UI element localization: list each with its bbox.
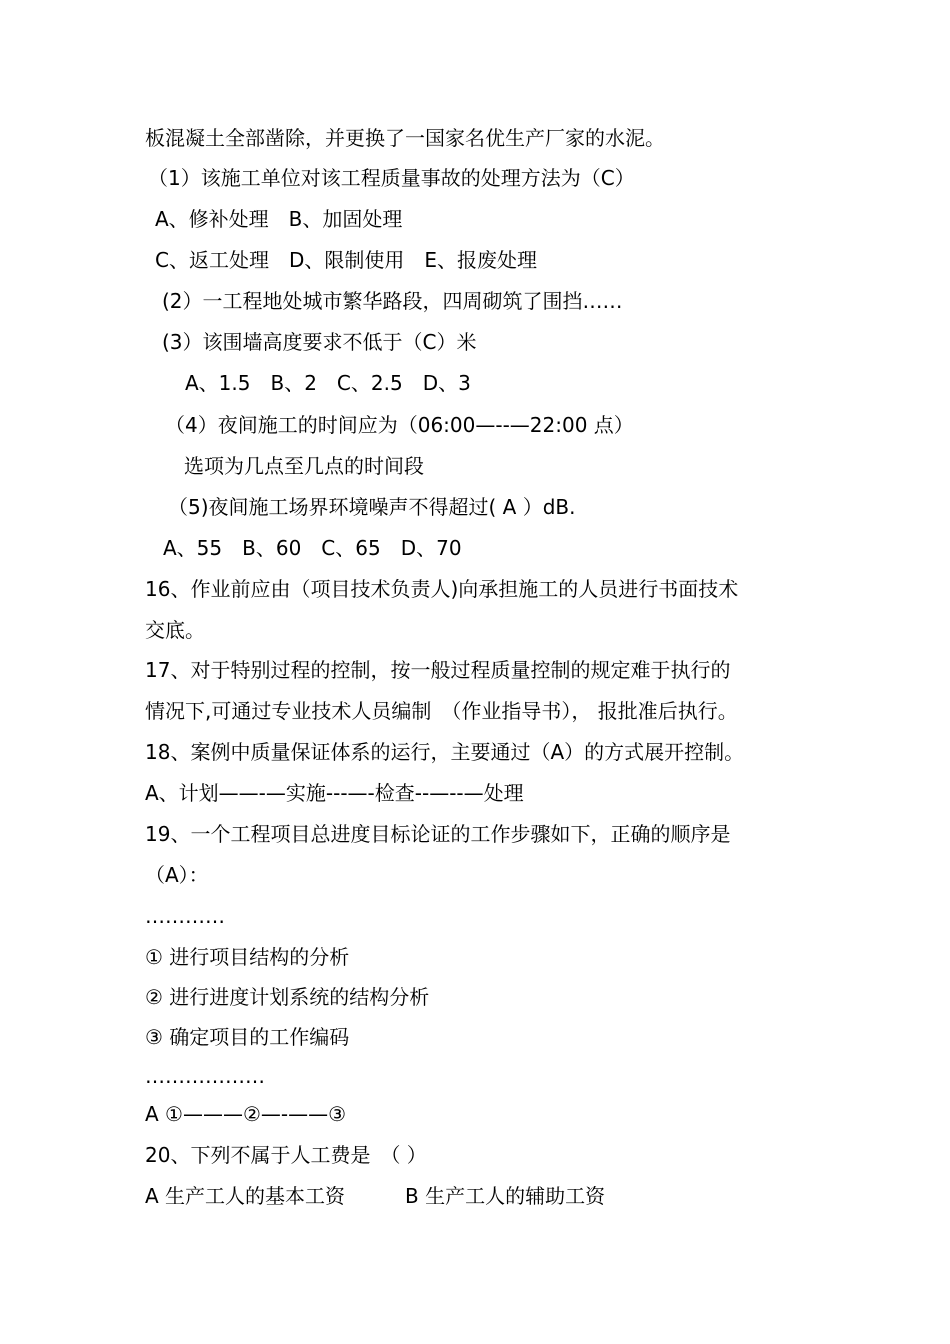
- text-line-1: 板混凝土全部凿除，并更换了一国家名优生产厂家的水泥。: [145, 126, 665, 150]
- text-line-9: 选项为几点至几点的时间段: [184, 454, 424, 478]
- text-line-8: （4）夜间施工的时间应为（06:00—--—22:00 点）: [165, 413, 634, 437]
- text-line-26: 20、下列不属于人工费是 （ ）: [145, 1143, 427, 1167]
- text-line-21: ① 进行项目结构的分析: [145, 945, 350, 969]
- text-line-14: 17、对于特别过程的控制，按一般过程质量控制的规定难于执行的: [145, 658, 731, 682]
- text-line-12: 16、作业前应由（项目技术负责人)向承担施工的人员进行书面技术: [145, 577, 739, 601]
- text-line-5: (2）一工程地处城市繁华路段，四周砌筑了围挡……: [162, 289, 623, 313]
- text-line-16: 18、案例中质量保证体系的运行，主要通过（A）的方式展开控制。: [145, 740, 745, 764]
- text-line-2: （1）该施工单位对该工程质量事故的处理方法为（C）: [148, 166, 635, 190]
- text-line-13: 交底。: [145, 618, 205, 642]
- text-line-15: 情况下,可通过专业技术人员编制 （作业指导书）， 报批准后执行。: [145, 699, 738, 723]
- text-line-7: A、1.5 B、2 C、2.5 D、3: [185, 371, 471, 395]
- text-line-27: A 生产工人的基本工资 B 生产工人的辅助工资: [145, 1184, 606, 1208]
- text-line-23: ③ 确定项目的工作编码: [145, 1025, 350, 1049]
- text-line-24: ………………: [145, 1064, 265, 1088]
- text-line-20: …………: [145, 904, 225, 928]
- text-line-19: （A）：: [145, 863, 209, 887]
- text-line-11: A、55 B、60 C、65 D、70: [163, 536, 462, 560]
- text-line-18: 19、一个工程项目总进度目标论证的工作步骤如下，正确的顺序是: [145, 822, 731, 846]
- text-line-25: A ①———②—-——③: [145, 1102, 347, 1126]
- text-line-4: C、返工处理 D、限制使用 E、报废处理: [155, 248, 538, 272]
- text-line-17: A、计划——-—实施---—-检查--—--—处理: [145, 781, 524, 805]
- text-line-3: A、修补处理 B、加固处理: [155, 207, 403, 231]
- text-line-22: ② 进行进度计划系统的结构分析: [145, 985, 430, 1009]
- text-line-10: （5)夜间施工场界环境噪声不得超过( A ）dB.: [168, 495, 576, 519]
- text-line-6: (3）该围墙高度要求不低于（C）米: [162, 330, 477, 354]
